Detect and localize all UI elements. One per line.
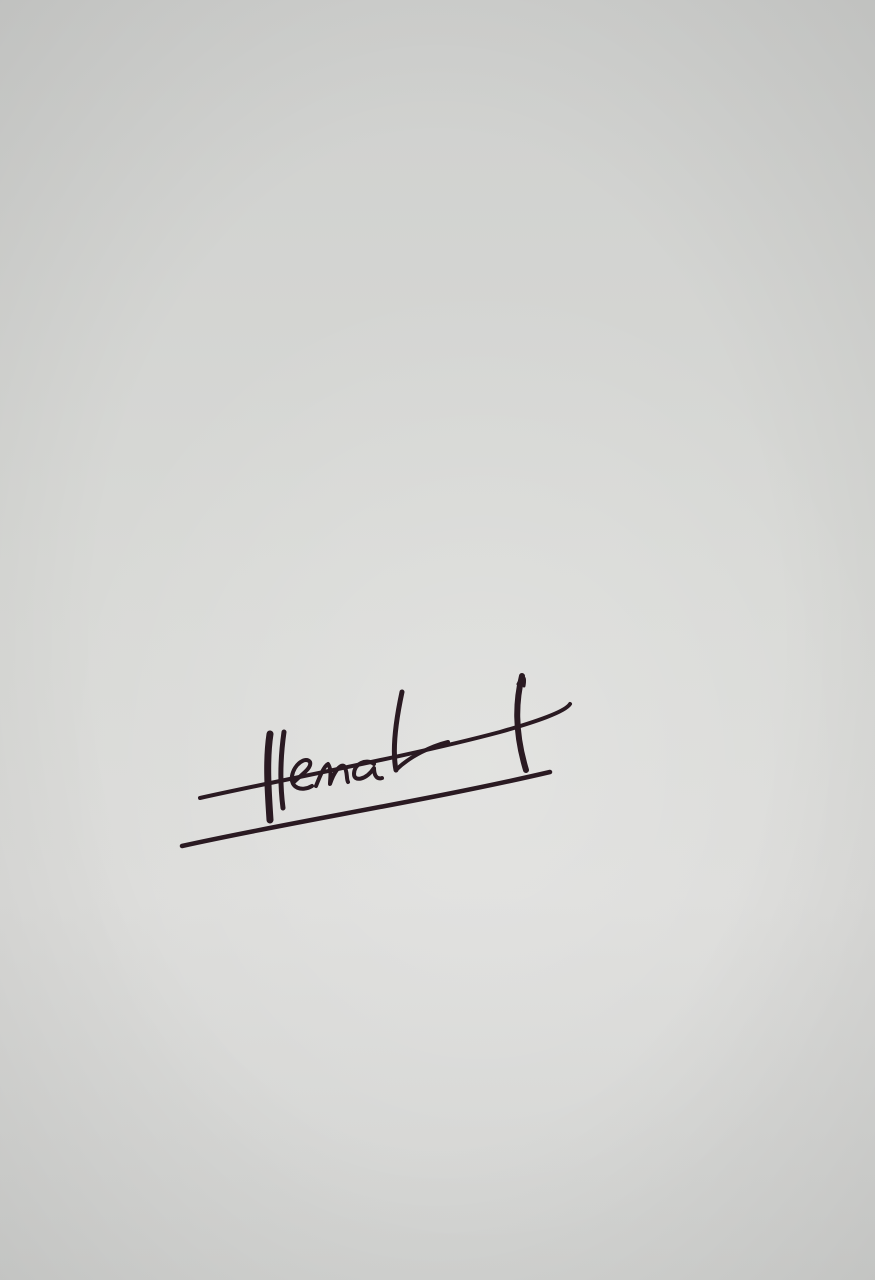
handwritten-signature bbox=[170, 660, 590, 860]
signature-strokes bbox=[182, 676, 570, 846]
